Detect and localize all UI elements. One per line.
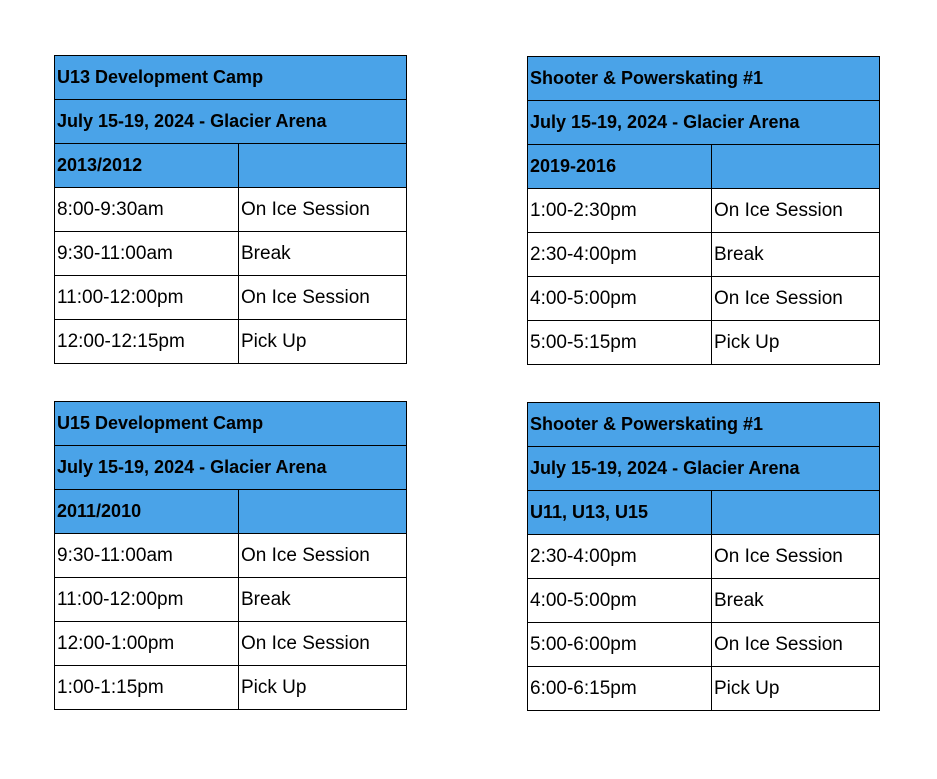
table-dates: July 15-19, 2024 - Glacier Arena [55,446,407,490]
table-group: U11, U13, U15 [528,491,712,535]
activity-cell: Pick Up [712,321,880,365]
table-row [55,578,407,622]
table-group-empty-cell [712,491,880,535]
activity-cell: Break [239,232,407,276]
time-cell: 4:00-5:00pm [528,277,712,321]
table-title: Shooter & Powerskating #1 [528,403,880,447]
table-row [55,666,407,710]
activity-cell: On Ice Session [712,623,880,667]
table-title-row [528,403,880,447]
activity-cell: On Ice Session [712,277,880,321]
activity-cell: Break [712,233,880,277]
table-row [55,276,407,320]
time-cell: 5:00-5:15pm [528,321,712,365]
time-cell: 12:00-12:15pm [55,320,239,364]
schedule-table-shooter-powerskating-u11-u13-u15 [527,402,880,711]
table-group-row [528,145,880,189]
time-cell: 9:30-11:00am [55,534,239,578]
table-group: 2019-2016 [528,145,712,189]
activity-cell: Break [239,578,407,622]
time-cell: 2:30-4:00pm [528,535,712,579]
time-cell: 12:00-1:00pm [55,622,239,666]
activity-cell: On Ice Session [712,535,880,579]
activity-cell: Pick Up [712,667,880,711]
activity-cell: Break [712,579,880,623]
table-title-row [55,402,407,446]
activity-cell: Pick Up [239,666,407,710]
time-cell: 9:30-11:00am [55,232,239,276]
time-cell: 8:00-9:30am [55,188,239,232]
table-group-row [55,490,407,534]
table-title-row [55,56,407,100]
time-cell: 5:00-6:00pm [528,623,712,667]
table-group-empty-cell [239,144,407,188]
table-row [528,535,880,579]
table-dates-row [55,446,407,490]
table-row [528,189,880,233]
table-title: U13 Development Camp [55,56,407,100]
time-cell: 11:00-12:00pm [55,276,239,320]
table-row [55,534,407,578]
table-row [55,232,407,276]
table-row [55,622,407,666]
time-cell: 11:00-12:00pm [55,578,239,622]
table-row [55,320,407,364]
table-group-row [528,491,880,535]
table-dates: July 15-19, 2024 - Glacier Arena [55,100,407,144]
activity-cell: On Ice Session [239,188,407,232]
time-cell: 6:00-6:15pm [528,667,712,711]
table-group: 2011/2010 [55,490,239,534]
time-cell: 1:00-1:15pm [55,666,239,710]
table-row [528,233,880,277]
schedule-table-u15 [54,401,407,710]
table-dates-row [55,100,407,144]
activity-cell: On Ice Session [239,622,407,666]
table-row [528,277,880,321]
table-title: Shooter & Powerskating #1 [528,57,880,101]
activity-cell: On Ice Session [239,534,407,578]
table-row [528,579,880,623]
table-group: 2013/2012 [55,144,239,188]
table-dates: July 15-19, 2024 - Glacier Arena [528,447,880,491]
schedule-table-u13 [54,55,407,364]
table-row [55,188,407,232]
table-group-empty-cell [712,145,880,189]
table-title-row [528,57,880,101]
activity-cell: On Ice Session [712,189,880,233]
schedule-table-shooter-powerskating-2019-2016 [527,56,880,365]
table-group-empty-cell [239,490,407,534]
time-cell: 2:30-4:00pm [528,233,712,277]
table-dates-row [528,101,880,145]
activity-cell: Pick Up [239,320,407,364]
table-title: U15 Development Camp [55,402,407,446]
table-row [528,667,880,711]
table-row [528,321,880,365]
table-group-row [55,144,407,188]
activity-cell: On Ice Session [239,276,407,320]
table-row [528,623,880,667]
table-dates: July 15-19, 2024 - Glacier Arena [528,101,880,145]
table-dates-row [528,447,880,491]
time-cell: 4:00-5:00pm [528,579,712,623]
time-cell: 1:00-2:30pm [528,189,712,233]
